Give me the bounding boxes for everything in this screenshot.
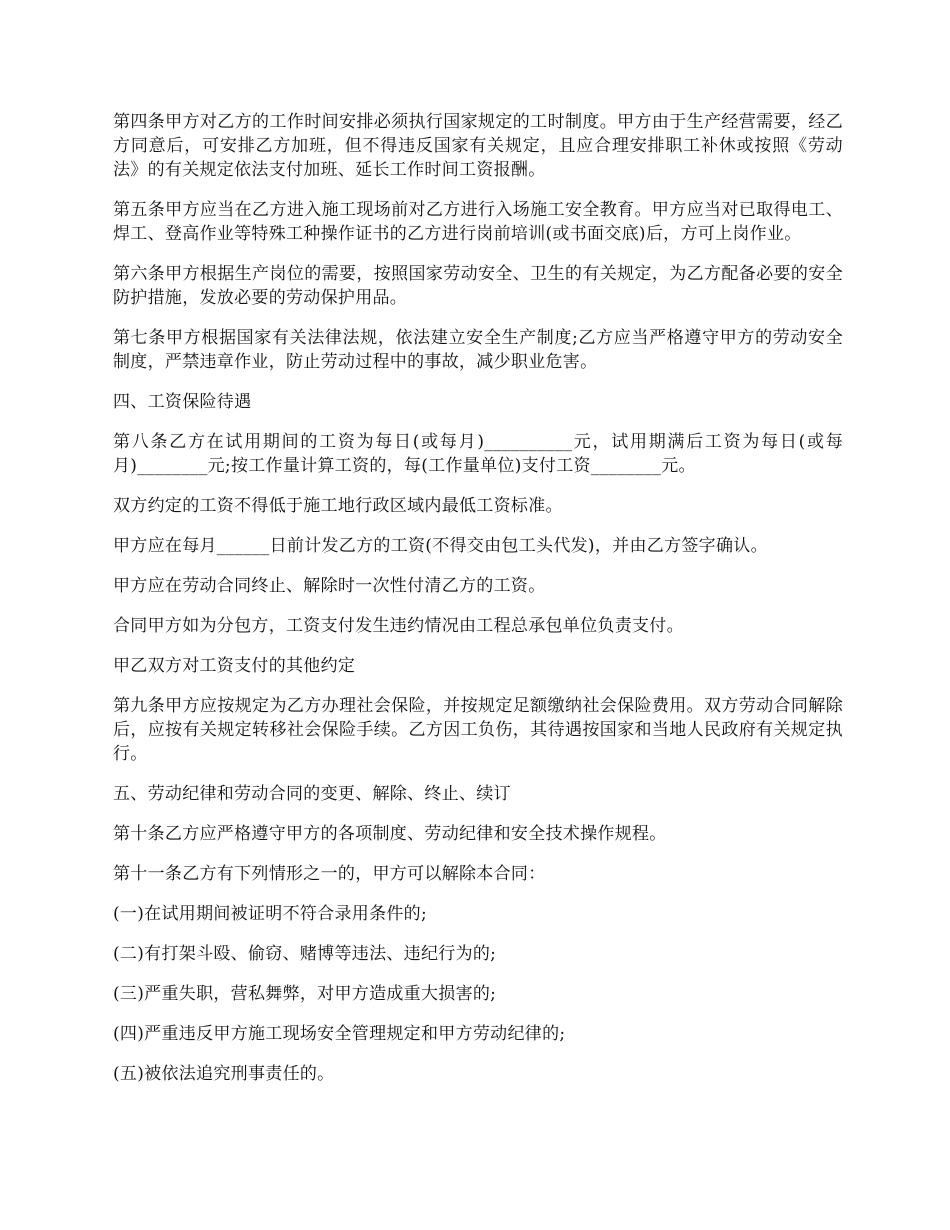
document-body [113,110,843,1102]
other-wage-terms-paragraph: 甲乙双方对工资支付的其他约定 [113,656,356,676]
article-5-paragraph: 第五条甲方应当在乙方进入施工现场前对乙方进行入场施工安全教育。甲方应当对已取得电工、焊工、登高作业等特殊工种操作证书的乙方进行岗前培训(或书面交底)后，方可上岗作业。 [113,200,843,244]
minimum-wage-paragraph: 双方约定的工资不得低于施工地行政区域内最低工资标准。 [113,496,563,516]
list-item: (四)严重违反甲方施工现场安全管理规定和甲方劳动纪律的; [113,1024,566,1044]
list-item: (二)有打架斗殴、偷窃、赌博等违法、违纪行为的; [113,944,497,964]
article-7-paragraph: 第七条甲方根据国家有关法律法规，依法建立安全生产制度;乙方应当严格遵守甲方的劳动安全制度，严禁违章作业，防止劳动过程中的事故，减少职业危害。 [113,328,843,372]
article-6-paragraph: 第六条甲方根据生产岗位的需要，按照国家劳动安全、卫生的有关规定，为乙方配备必要的安全防护措施，发放必要的劳动保护用品。 [113,264,843,308]
list-item: (一)在试用期间被证明不符合录用条件的; [113,904,427,924]
article-4-paragraph: 第四条甲方对乙方的工作时间安排必须执行国家规定的工时制度。甲方由于生产经营需要，经乙方同意后，可安排乙方加班，但不得违反国家有关规定，且应合理安排职工补休或按照《劳动法》的有关规定依法支付加班、延长工作时间工资报酬。 [113,112,843,180]
article-10-paragraph: 第十条乙方应严格遵守甲方的各项制度、劳动纪律和安全技术操作规程。 [113,824,667,844]
article-11-paragraph: 第十一条乙方有下列情形之一的，甲方可以解除本合同： [113,864,546,884]
list-item: (五)被依法追究刑事责任的。 [113,1064,335,1084]
final-payment-paragraph: 甲方应在劳动合同终止、解除时一次性付清乙方的工资。 [113,576,546,596]
payday-paragraph: 甲方应在每月______日前计发乙方的工资(不得交由包工头代发)，并由乙方签字确认。 [113,536,768,556]
subcontractor-paragraph: 合同甲方如为分包方，工资支付发生违约情况由工程总承包单位负责支付。 [113,616,684,636]
article-9-paragraph: 第九条甲方应按规定为乙方办理社会保险，并按规定足额缴纳社会保险费用。双方劳动合同解除后，应按有关规定转移社会保险手续。乙方因工负伤，其待遇按国家和当地人民政府有关规定执行。 [113,696,843,764]
list-item: (三)严重失职，营私舞弊，对甲方造成重大损害的; [113,984,497,1004]
section-4-heading: 四、工资保险待遇 [113,392,252,412]
section-5-heading: 五、劳动纪律和劳动合同的变更、解除、终止、续订 [113,784,511,804]
article-8-paragraph: 第八条乙方在试用期间的工资为每日(或每月)__________元，试用期满后工资为每日(或每月)________元;按工作量计算工资的，每(工作量单位)支付工资________元。 [113,432,843,476]
